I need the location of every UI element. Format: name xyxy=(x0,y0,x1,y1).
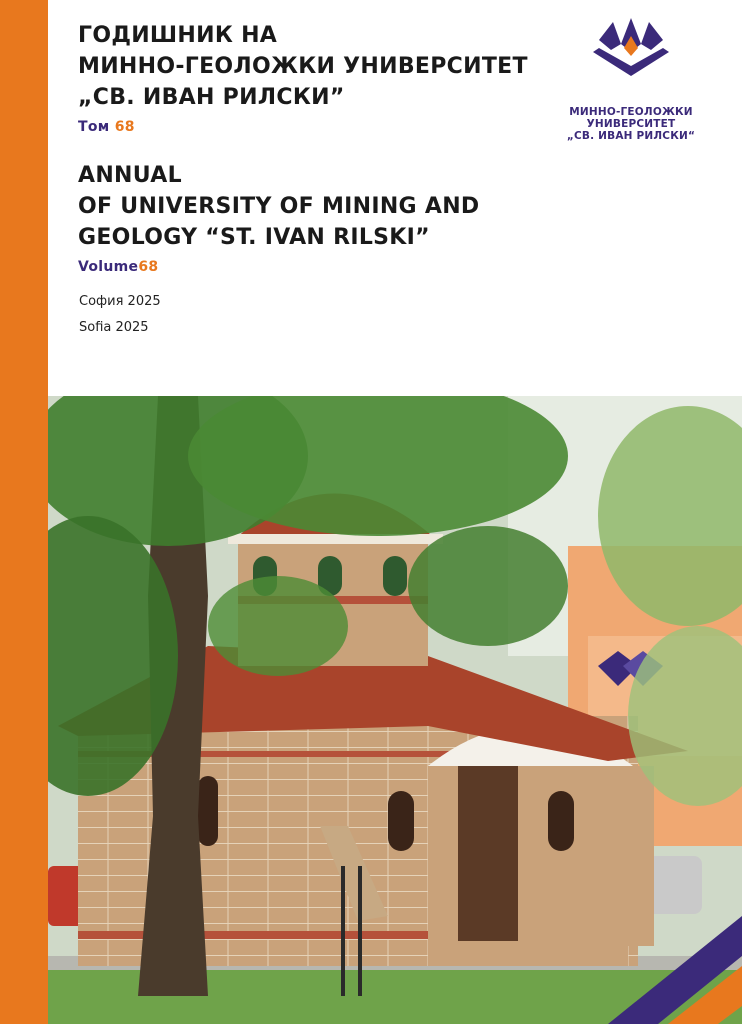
logo-text xyxy=(566,106,696,142)
title-en-line-2: OF UNIVERSITY OF MINING AND xyxy=(78,194,480,219)
logo-line-1: МИННО-ГЕОЛОЖКИ xyxy=(569,106,693,118)
logo-line-2: УНИВЕРСИТЕТ xyxy=(586,118,676,130)
logo-line-3: „СВ. ИВАН РИЛСКИ“ xyxy=(566,130,696,142)
volume-en-number: 68 xyxy=(138,259,159,275)
chapel-photo xyxy=(48,396,742,1024)
place-bg: София 2025 xyxy=(79,294,161,309)
title-en-line-1: ANNUAL xyxy=(78,163,182,188)
place-en: Sofia 2025 xyxy=(79,320,149,335)
title-bg-line-1: ГОДИШНИК НА xyxy=(78,23,278,48)
volume-bg-label: Том xyxy=(78,119,110,135)
volume-en xyxy=(78,257,538,277)
university-logo-icon xyxy=(566,18,696,80)
volume-bg-number: 68 xyxy=(114,119,135,135)
title-english xyxy=(78,160,538,277)
cover-header xyxy=(48,0,742,396)
volume-en-label: Volume xyxy=(78,259,139,275)
title-en-line-3: GEOLOGY “ST. IVAN RILSKI” xyxy=(78,225,430,250)
university-logo xyxy=(566,18,696,142)
title-bulgarian xyxy=(78,20,538,137)
title-bg-line-2: МИННО-ГЕОЛОЖКИ УНИВЕРСИТЕТ xyxy=(78,54,528,79)
title-bg-line-3: „СВ. ИВАН РИЛСКИ” xyxy=(78,85,345,110)
orange-side-bar xyxy=(0,0,48,1024)
volume-bg xyxy=(78,117,538,137)
